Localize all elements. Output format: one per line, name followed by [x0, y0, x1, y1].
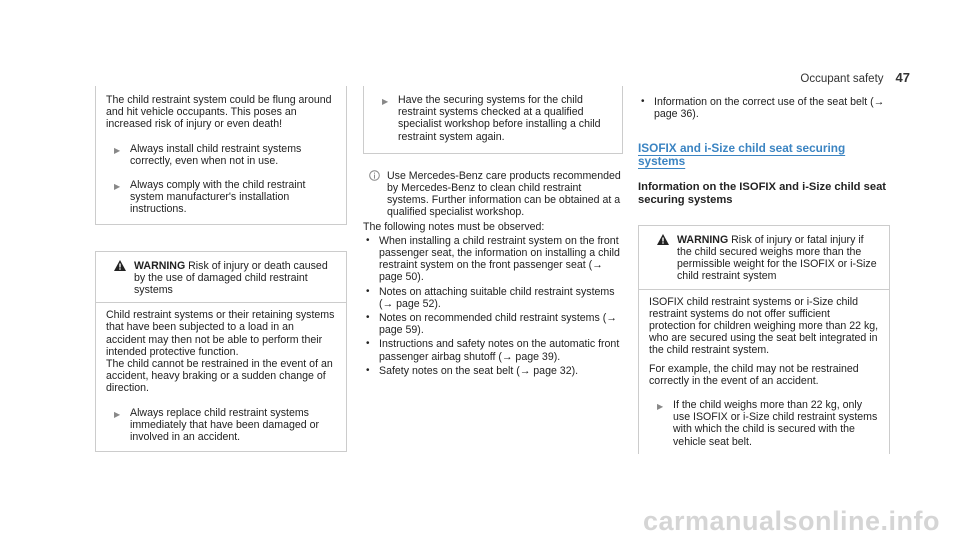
list-item: • When installing a child restraint system on the front passenger seat, the information on installing a child restraint system on the front passenger seat (→ page 50).	[366, 234, 620, 284]
warning-body: The child cannot be restrained in the event of an accident, heavy braking or a sudden change of direction.	[106, 358, 333, 395]
list-item: • Instructions and safety notes on the automatic front passenger airbag shutoff (→ page 39).	[366, 338, 620, 363]
warning-header: WARNING Risk of injury or fatal injury if the child secured weighs more than the permissible weight for the ISOFIX or i-Size child restraint system	[649, 234, 879, 283]
page-header	[800, 72, 910, 85]
list-item: • Information on the correct use of the seat belt (→ page 36).	[641, 96, 885, 121]
warning-triangle-icon	[114, 260, 126, 274]
bullet-dot-icon: •	[366, 285, 370, 297]
list-item: • Notes on attaching suitable child restraint systems (→ page 52).	[366, 285, 615, 310]
warning-header: WARNING Risk of injury or death caused by the use of damaged child restraint systems	[106, 260, 336, 297]
bullet-dot-icon: •	[366, 364, 370, 376]
column-3	[638, 96, 890, 454]
action-item: ▶ Always install child restraint systems correctly, even when not in use.	[114, 142, 302, 167]
continued-warning-box	[363, 86, 623, 154]
list-item: • Notes on recommended child restraint systems (→ page 59).	[366, 312, 617, 337]
info-icon	[369, 170, 380, 184]
bullet-dot-icon: •	[366, 234, 370, 246]
warning-body: Child restraint systems or their retaining systems that have been subjected to a load in an accident may then not be able to perform their intended protective function.	[106, 309, 335, 358]
bullet-dot-icon: •	[366, 312, 370, 324]
continued-warning-box	[95, 86, 347, 225]
info-note: Use Mercedes-Benz care products recommended by Mercedes-Benz to clean child restraint systems. Further information can be obtained at a qualified specialist workshop.	[363, 170, 623, 219]
list-lead: The following notes must be observed:	[363, 220, 545, 233]
triangle-right-icon: ▶	[657, 402, 664, 412]
section-title: Occupant safety	[800, 73, 884, 85]
action-item: ▶ Always replace child restraint systems immediately that have been damaged or involved in an accident.	[114, 406, 320, 444]
warning-box	[95, 251, 347, 453]
warning-body: For example, the child may not be restrained correctly in the event of an accident.	[649, 362, 859, 387]
bullet-dot-icon: •	[366, 338, 370, 350]
action-item: ▶ Have the securing systems for the child restraint systems checked at a qualified specialist workshop before installing a child restraint system again.	[382, 94, 601, 143]
subsection-heading: Information on the ISOFIX and i-Size child seat securing systems	[638, 180, 887, 206]
warning-body: ISOFIX child restraint systems or i-Size child restraint systems do not offer sufficient protection for children weighing more than 22 kg, who are secured using the seat belt integrated in the child restraint system.	[649, 295, 879, 357]
triangle-right-icon: ▶	[114, 409, 121, 419]
action-item: ▶ If the child weighs more than 22 kg, only use ISOFIX or i-Size child restraint systems with which the child is secured with the vehicle seat belt.	[657, 399, 878, 448]
page-number: 47	[895, 70, 910, 85]
column-2	[363, 96, 623, 379]
watermark: carmanualsonline.info	[642, 505, 940, 536]
action-item: ▶ Always comply with the child restraint system manufacturer's installation instructions.	[114, 179, 306, 216]
column-1	[95, 96, 347, 452]
triangle-right-icon: ▶	[114, 145, 121, 155]
notes-list	[638, 96, 890, 120]
notes-list	[363, 235, 623, 377]
warning-intro: The child restraint system could be flung around and hit vehicle occupants. This poses an increased risk of injury or even death!	[106, 94, 332, 131]
triangle-right-icon: ▶	[382, 97, 389, 106]
warning-box	[638, 225, 890, 454]
list-item: • Safety notes on the seat belt (→ page 32).	[366, 364, 579, 377]
bullet-dot-icon: •	[641, 96, 645, 107]
section-heading: ISOFIX and i-Size child seat securing systems	[638, 141, 846, 168]
triangle-right-icon: ▶	[114, 182, 121, 192]
warning-triangle-icon	[657, 234, 669, 248]
